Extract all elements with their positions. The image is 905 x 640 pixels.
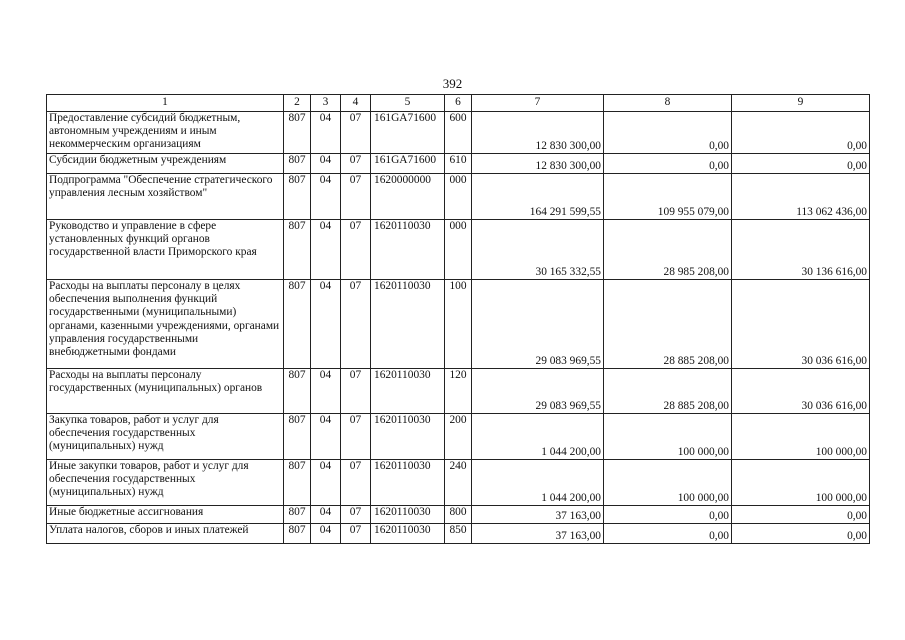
table-row (47, 414, 870, 460)
row-name: Руководство и управление в сфере установленных функций органов государственной власти Приморского края (47, 220, 284, 280)
cell-code-3: 04 (311, 369, 341, 414)
cell-amount-9: 0,00 (732, 524, 870, 544)
row-name: Уплата налогов, сборов и иных платежей (47, 524, 284, 544)
cell-amount-8: 0,00 (604, 112, 732, 154)
cell-code-2: 807 (284, 460, 311, 506)
header-cell: 2 (284, 95, 311, 112)
cell-code-3: 04 (311, 174, 341, 220)
cell-amount-7: 1 044 200,00 (472, 460, 604, 506)
cell-code-4: 07 (341, 414, 371, 460)
cell-code-6: 800 (445, 506, 472, 524)
cell-code-6: 200 (445, 414, 472, 460)
cell-code-4: 07 (341, 460, 371, 506)
cell-code-5: 161GA71600 (371, 112, 445, 154)
cell-code-5: 1620110030 (371, 414, 445, 460)
cell-code-6: 610 (445, 154, 472, 174)
cell-amount-7: 29 083 969,55 (472, 369, 604, 414)
cell-amount-7: 37 163,00 (472, 506, 604, 524)
cell-amount-7: 12 830 300,00 (472, 154, 604, 174)
cell-code-5: 1620110030 (371, 524, 445, 544)
table-row (47, 174, 870, 220)
cell-code-3: 04 (311, 460, 341, 506)
cell-amount-8: 28 885 208,00 (604, 369, 732, 414)
header-cell: 6 (445, 95, 472, 112)
cell-code-4: 07 (341, 154, 371, 174)
cell-code-5: 1620110030 (371, 280, 445, 369)
cell-code-6: 000 (445, 174, 472, 220)
table-row (47, 524, 870, 544)
cell-code-3: 04 (311, 280, 341, 369)
cell-amount-9: 0,00 (732, 112, 870, 154)
cell-code-2: 807 (284, 112, 311, 154)
cell-code-4: 07 (341, 280, 371, 369)
table-row (47, 506, 870, 524)
header-cell: 5 (371, 95, 445, 112)
cell-code-6: 850 (445, 524, 472, 544)
cell-code-3: 04 (311, 154, 341, 174)
cell-amount-9: 30 036 616,00 (732, 280, 870, 369)
cell-amount-8: 100 000,00 (604, 460, 732, 506)
cell-code-5: 1620110030 (371, 369, 445, 414)
cell-code-3: 04 (311, 220, 341, 280)
cell-amount-8: 28 985 208,00 (604, 220, 732, 280)
cell-amount-8: 100 000,00 (604, 414, 732, 460)
cell-amount-7: 1 044 200,00 (472, 414, 604, 460)
cell-amount-8: 0,00 (604, 154, 732, 174)
row-name: Расходы на выплаты персоналу в целях обеспечения выполнения функций государственными (муниципальными) органами, казенными учреждениями, органами управления государственными внебюджетными фондами (47, 280, 284, 369)
page-number: 392 (442, 76, 463, 91)
table-row (47, 220, 870, 280)
cell-code-5: 161GA71600 (371, 154, 445, 174)
row-name: Подпрограмма "Обеспечение стратегического управления лесным хозяйством" (47, 174, 284, 220)
cell-amount-9: 30 136 616,00 (732, 220, 870, 280)
table-row (47, 280, 870, 369)
table-row (47, 460, 870, 506)
cell-code-6: 100 (445, 280, 472, 369)
cell-amount-7: 30 165 332,55 (472, 220, 604, 280)
cell-amount-8: 0,00 (604, 524, 732, 544)
header-cell: 3 (311, 95, 341, 112)
cell-code-2: 807 (284, 220, 311, 280)
cell-code-2: 807 (284, 506, 311, 524)
cell-code-4: 07 (341, 369, 371, 414)
budget-table (46, 94, 870, 544)
cell-code-2: 807 (284, 174, 311, 220)
cell-code-2: 807 (284, 524, 311, 544)
cell-amount-8: 109 955 079,00 (604, 174, 732, 220)
header-row (47, 95, 870, 112)
cell-amount-9: 0,00 (732, 154, 870, 174)
cell-code-4: 07 (341, 174, 371, 220)
cell-amount-7: 37 163,00 (472, 524, 604, 544)
cell-code-4: 07 (341, 524, 371, 544)
table-row (47, 369, 870, 414)
cell-code-5: 1620110030 (371, 220, 445, 280)
header-cell: 9 (732, 95, 870, 112)
row-name: Иные бюджетные ассигнования (47, 506, 284, 524)
row-name: Предоставление субсидий бюджетным, автономным учреждениям и иным некоммерческим организациям (47, 112, 284, 154)
cell-amount-9: 0,00 (732, 506, 870, 524)
cell-code-2: 807 (284, 369, 311, 414)
cell-amount-9: 30 036 616,00 (732, 369, 870, 414)
cell-code-5: 1620110030 (371, 506, 445, 524)
row-name: Иные закупки товаров, работ и услуг для обеспечения государственных (муниципальных) нужд (47, 460, 284, 506)
cell-amount-8: 0,00 (604, 506, 732, 524)
cell-amount-9: 100 000,00 (732, 460, 870, 506)
cell-amount-9: 113 062 436,00 (732, 174, 870, 220)
header-cell: 8 (604, 95, 732, 112)
cell-code-4: 07 (341, 220, 371, 280)
header-cell: 1 (47, 95, 284, 112)
cell-code-4: 07 (341, 506, 371, 524)
row-name: Закупка товаров, работ и услуг для обеспечения государственных (муниципальных) нужд (47, 414, 284, 460)
cell-amount-7: 29 083 969,55 (472, 280, 604, 369)
cell-code-3: 04 (311, 414, 341, 460)
cell-code-6: 000 (445, 220, 472, 280)
cell-amount-9: 100 000,00 (732, 414, 870, 460)
row-name: Расходы на выплаты персоналу государственных (муниципальных) органов (47, 369, 284, 414)
cell-code-5: 1620110030 (371, 460, 445, 506)
cell-code-2: 807 (284, 414, 311, 460)
cell-amount-8: 28 885 208,00 (604, 280, 732, 369)
cell-code-2: 807 (284, 280, 311, 369)
cell-code-3: 04 (311, 524, 341, 544)
cell-code-2: 807 (284, 154, 311, 174)
cell-code-6: 120 (445, 369, 472, 414)
cell-code-3: 04 (311, 506, 341, 524)
table-row (47, 154, 870, 174)
cell-code-6: 240 (445, 460, 472, 506)
table-row (47, 112, 870, 154)
cell-code-5: 1620000000 (371, 174, 445, 220)
row-name: Субсидии бюджетным учреждениям (47, 154, 284, 174)
header-cell: 4 (341, 95, 371, 112)
cell-code-6: 600 (445, 112, 472, 154)
header-cell: 7 (472, 95, 604, 112)
cell-amount-7: 12 830 300,00 (472, 112, 604, 154)
cell-amount-7: 164 291 599,55 (472, 174, 604, 220)
cell-code-3: 04 (311, 112, 341, 154)
cell-code-4: 07 (341, 112, 371, 154)
